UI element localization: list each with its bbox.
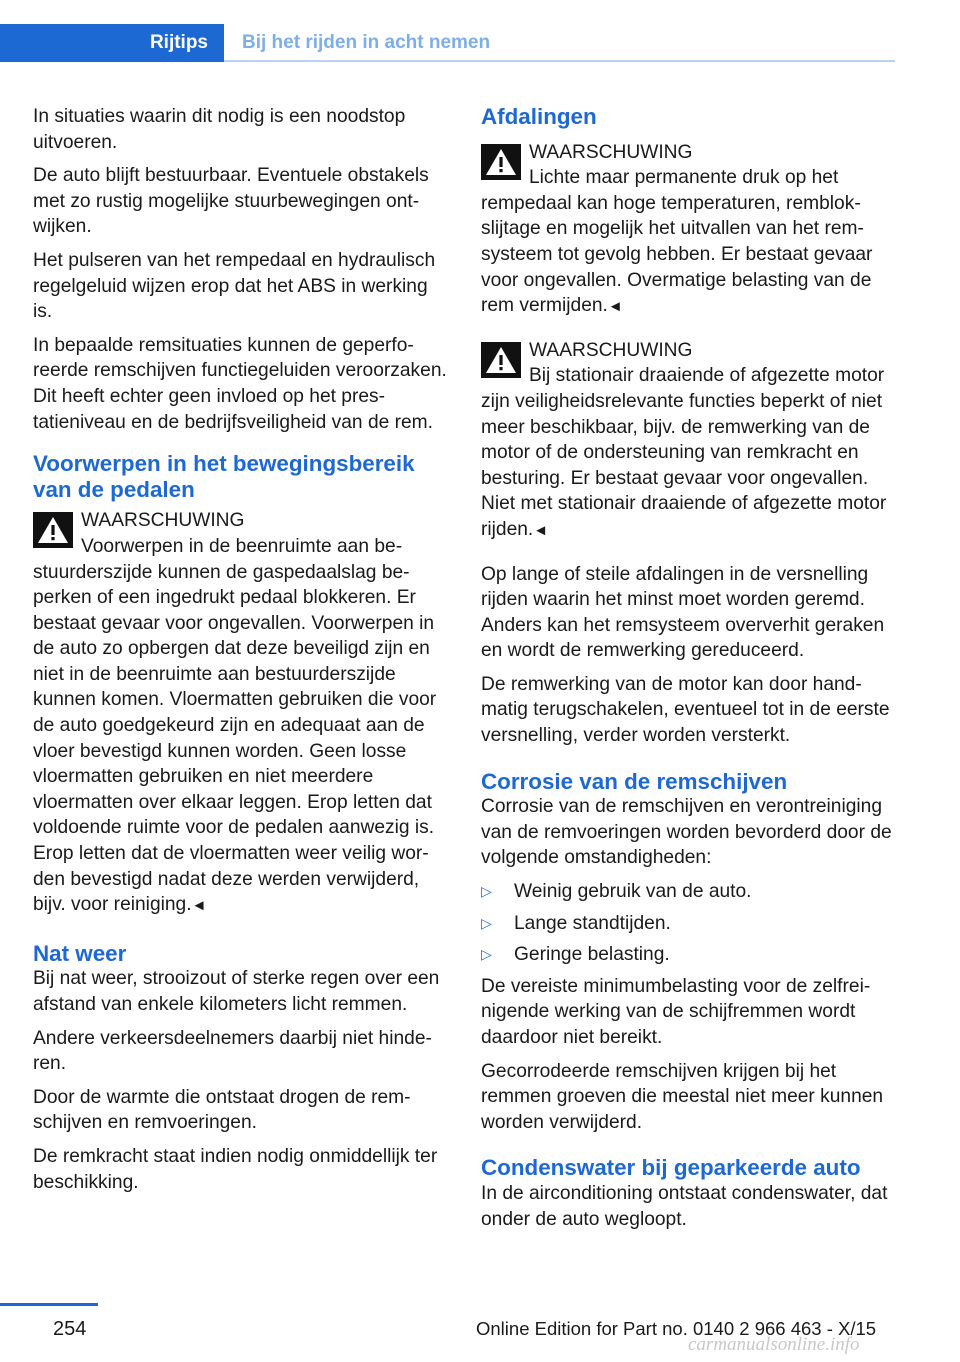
list-item-text: Geringe belasting. [514,944,670,966]
paragraph: In de airconditioning ontstaat condenswater, dat onder de auto wegloopt. [481,1182,888,1230]
paragraph: Andere verkeersdeelnemers daarbij niet hinderen. [33,1027,432,1075]
end-mark: ◄ [533,521,549,539]
page-header [0,24,895,62]
warning-block [481,338,897,544]
paragraph: De remkracht staat indien nodig onmiddellijk ter beschikking. [33,1145,438,1193]
warning-title: WAARSCHUWING [529,339,693,361]
warning-title: WAARSCHUWING [81,510,245,532]
paragraph: Corrosie van de remschijven en verontreiniging van de remvoeringen worden bevorderd door de volgende omstandigheden: [481,796,892,869]
warning-triangle-icon [481,342,521,378]
warning-triangle-icon [481,144,521,180]
page-number: 254 [53,1318,87,1340]
bullet-triangle-icon: ▷ [481,946,492,963]
heading-wet-weather: Nat weer [33,940,127,966]
left-column [33,104,449,1203]
paragraph: Door de warmte die ontstaat drogen de remschijven en remvoeringen. [33,1086,411,1134]
paragraph: In bepaalde remsituaties kunnen de geperforeerde remschijven functiegeluiden veroorzaken. Dit heeft echter geen invloed op het prestatieniveau en de bedrijfsveiligheid van de rem. [33,334,447,433]
warning-text: Voorwerpen in de beenruimte aan bestuurderszijde kunnen de gaspedaalslag beperken of een ingedrukt pedaal blokkeren. Er bestaat gevaar voor ongevallen. Voorwerpen in de auto zo opbergen dat deze beveiligd zijn en niet in de beenruimte aan bestuurderszijde kunnen komen. Vloermatten gebruiken die voor de auto goedgekeurd zijn en adequaat aan de vloer bevestigd kunnen worden. Geen losse vloermatten gebruiken en niet meerdere vloermatten over elkaar leggen. Erop letten dat voldoende ruimte voor de pedalen aanwezig is. Erop letten dat de vloermatten weer veilig worden bevestigd nadat deze werden verwijderd, bijv. voor reiniging. [33,535,437,916]
watermark: carmanualsonline.info [688,1334,860,1355]
paragraph: In situaties waarin dit nodig is een noodstop uitvoeren. [33,106,406,153]
warning-block [481,140,897,320]
edition-text: Online Edition for Part no. 0140 2 966 463 - X/15 [476,1318,877,1339]
list-item-text: Weinig gebruik van de auto. [514,881,752,903]
warning-block [33,508,449,919]
right-column [481,104,897,1240]
footer-rule [0,1303,98,1306]
end-mark: ◄ [191,897,207,915]
heading-descents: Afdalingen [481,104,597,129]
list-item [481,879,897,905]
end-mark: ◄ [607,298,623,316]
paragraph: Gecorrodeerde remschijven krijgen bij het remmen groeven die meestal niet meer kunnen worden verwijderd. [481,1060,884,1133]
bullet-triangle-icon: ▷ [481,914,492,931]
list-item [481,911,897,937]
warning-text: Lichte maar permanente druk op het rempedaal kan hoge temperaturen, remblokslijtage en mogelijk het uitvallen van het remsysteem tot gevolg hebben. Er bestaat gevaar voor ongevallen. Overmatige belasting van de rem vermijden. [481,167,873,317]
list-item-text: Lange standtijden. [514,912,671,934]
paragraph: De vereiste minimumbelasting voor de zelfreinigende werking van de schijfremmen wordt daardoor niet bereikt. [481,975,871,1048]
chapter-title: Bij het rijden in acht nemen [224,24,895,62]
warning-title: WAARSCHUWING [529,141,693,163]
section-label: Rijtips [0,24,224,62]
bullet-triangle-icon: ▷ [481,883,492,900]
paragraph: Bij nat weer, strooizout of sterke regen over een afstand van enkele kilometers licht remmen. [33,968,440,1015]
heading-pedals: Voorwerpen in het bewegingsbereik van de pedalen [33,451,415,502]
heading-corrosion: Corrosie van de remschijven [481,768,788,794]
list-item [481,942,897,968]
paragraph: De remwerking van de motor kan door handmatig terugschakelen, eventueel tot in de eerste versnelling, verder worden versterkt. [481,673,890,747]
paragraph: Het pulseren van het rempedaal en hydraulisch regelgeluid wijzen erop dat het ABS in werking is. [33,249,436,323]
warning-text: Bij stationair draaiende of afgezette motor zijn veiligheidsrelevante functies beperkt of niet meer beschikbaar, bijv. de remwerking van de motor of de ondersteuning van remkracht en besturing. Er bestaat gevaar voor ongevallen. Niet met stationair draaiende of afgezette motor rijden. [481,365,887,540]
warning-triangle-icon [33,512,73,548]
heading-condensate: Condenswater bij geparkeerde auto [481,1155,861,1181]
paragraph: Op lange of steile afdalingen in de versnelling rijden waarin het minst moet worden geremd. Anders kan het remsysteem oververhit geraken en wordt de remwerking gereduceerd. [481,563,885,662]
paragraph: De auto blijft bestuurbaar. Eventuele obstakels met zo rustig mogelijke stuurbewegingen ontwijken. [33,165,429,238]
